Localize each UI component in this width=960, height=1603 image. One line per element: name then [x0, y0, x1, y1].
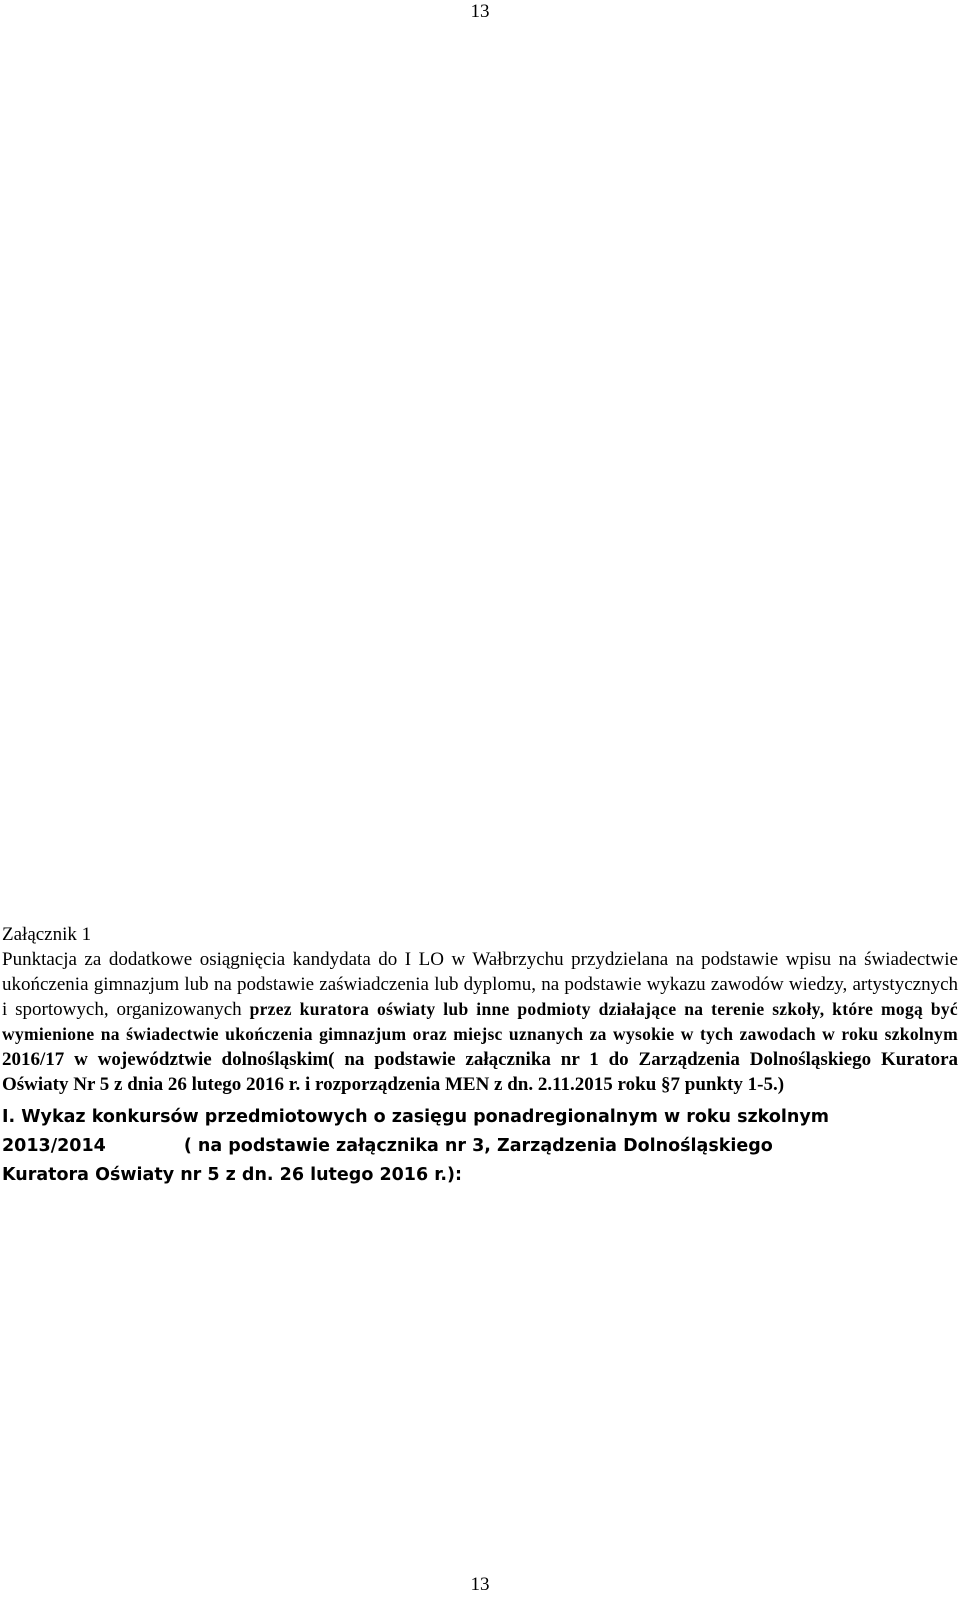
page-number-top: 13 [470, 1, 490, 22]
intro-paragraph [2, 947, 958, 1097]
document-body [2, 922, 958, 1190]
section-heading-source-note: ( na podstawie załącznika nr 3, Zarządzenia Dolnośląskiego [183, 1136, 773, 1156]
intro-paragraph-part2: przez kuratora oświaty lub inne podmioty działające na terenie szkoły, które mogą być wymienione na świadectwie ukończenia gimnazjum oraz miejsc uznanych za wysokie w tych zawodach w roku szkolnym [2, 999, 959, 1044]
intro-paragraph-part3: 2016/17 w województwie dolnośląskim( na podstawie załącznika nr 1 do Zarządzenia Dolnośląskiego Kuratora Oświaty Nr 5 z dnia 26 lutego 2016 r. i rozporządzenia MEN z dn. 2.11.2015 roku §7 punkty 1-5.) [2, 1049, 958, 1095]
section-heading [2, 1103, 958, 1190]
section-heading-line3: Kuratora Oświaty nr 5 z dn. 26 lutego 2016 r.): [2, 1165, 463, 1185]
section-heading-line2 [2, 1132, 958, 1161]
page-number-bottom: 13 [470, 1574, 490, 1595]
section-heading-school-year: 2013/2014 [2, 1136, 106, 1156]
attachment-title: Załącznik 1 [2, 924, 92, 945]
intro-paragraph-part1: Punktacja za dodatkowe osiągnięcia kandydata do I LO w Wałbrzychu przydzielana na podstawie wpisu na świadectwie ukończenia gimnazjum lub na podstawie zaświadczenia lub dyplomu, na podstawie wykazu zawodów wiedzy, artystycznych i sportowych, organizowanych [2, 949, 958, 1020]
section-heading-line1: I. Wykaz konkursów przedmiotowych o zasięgu ponadregionalnym w roku szkolnym [2, 1107, 829, 1127]
